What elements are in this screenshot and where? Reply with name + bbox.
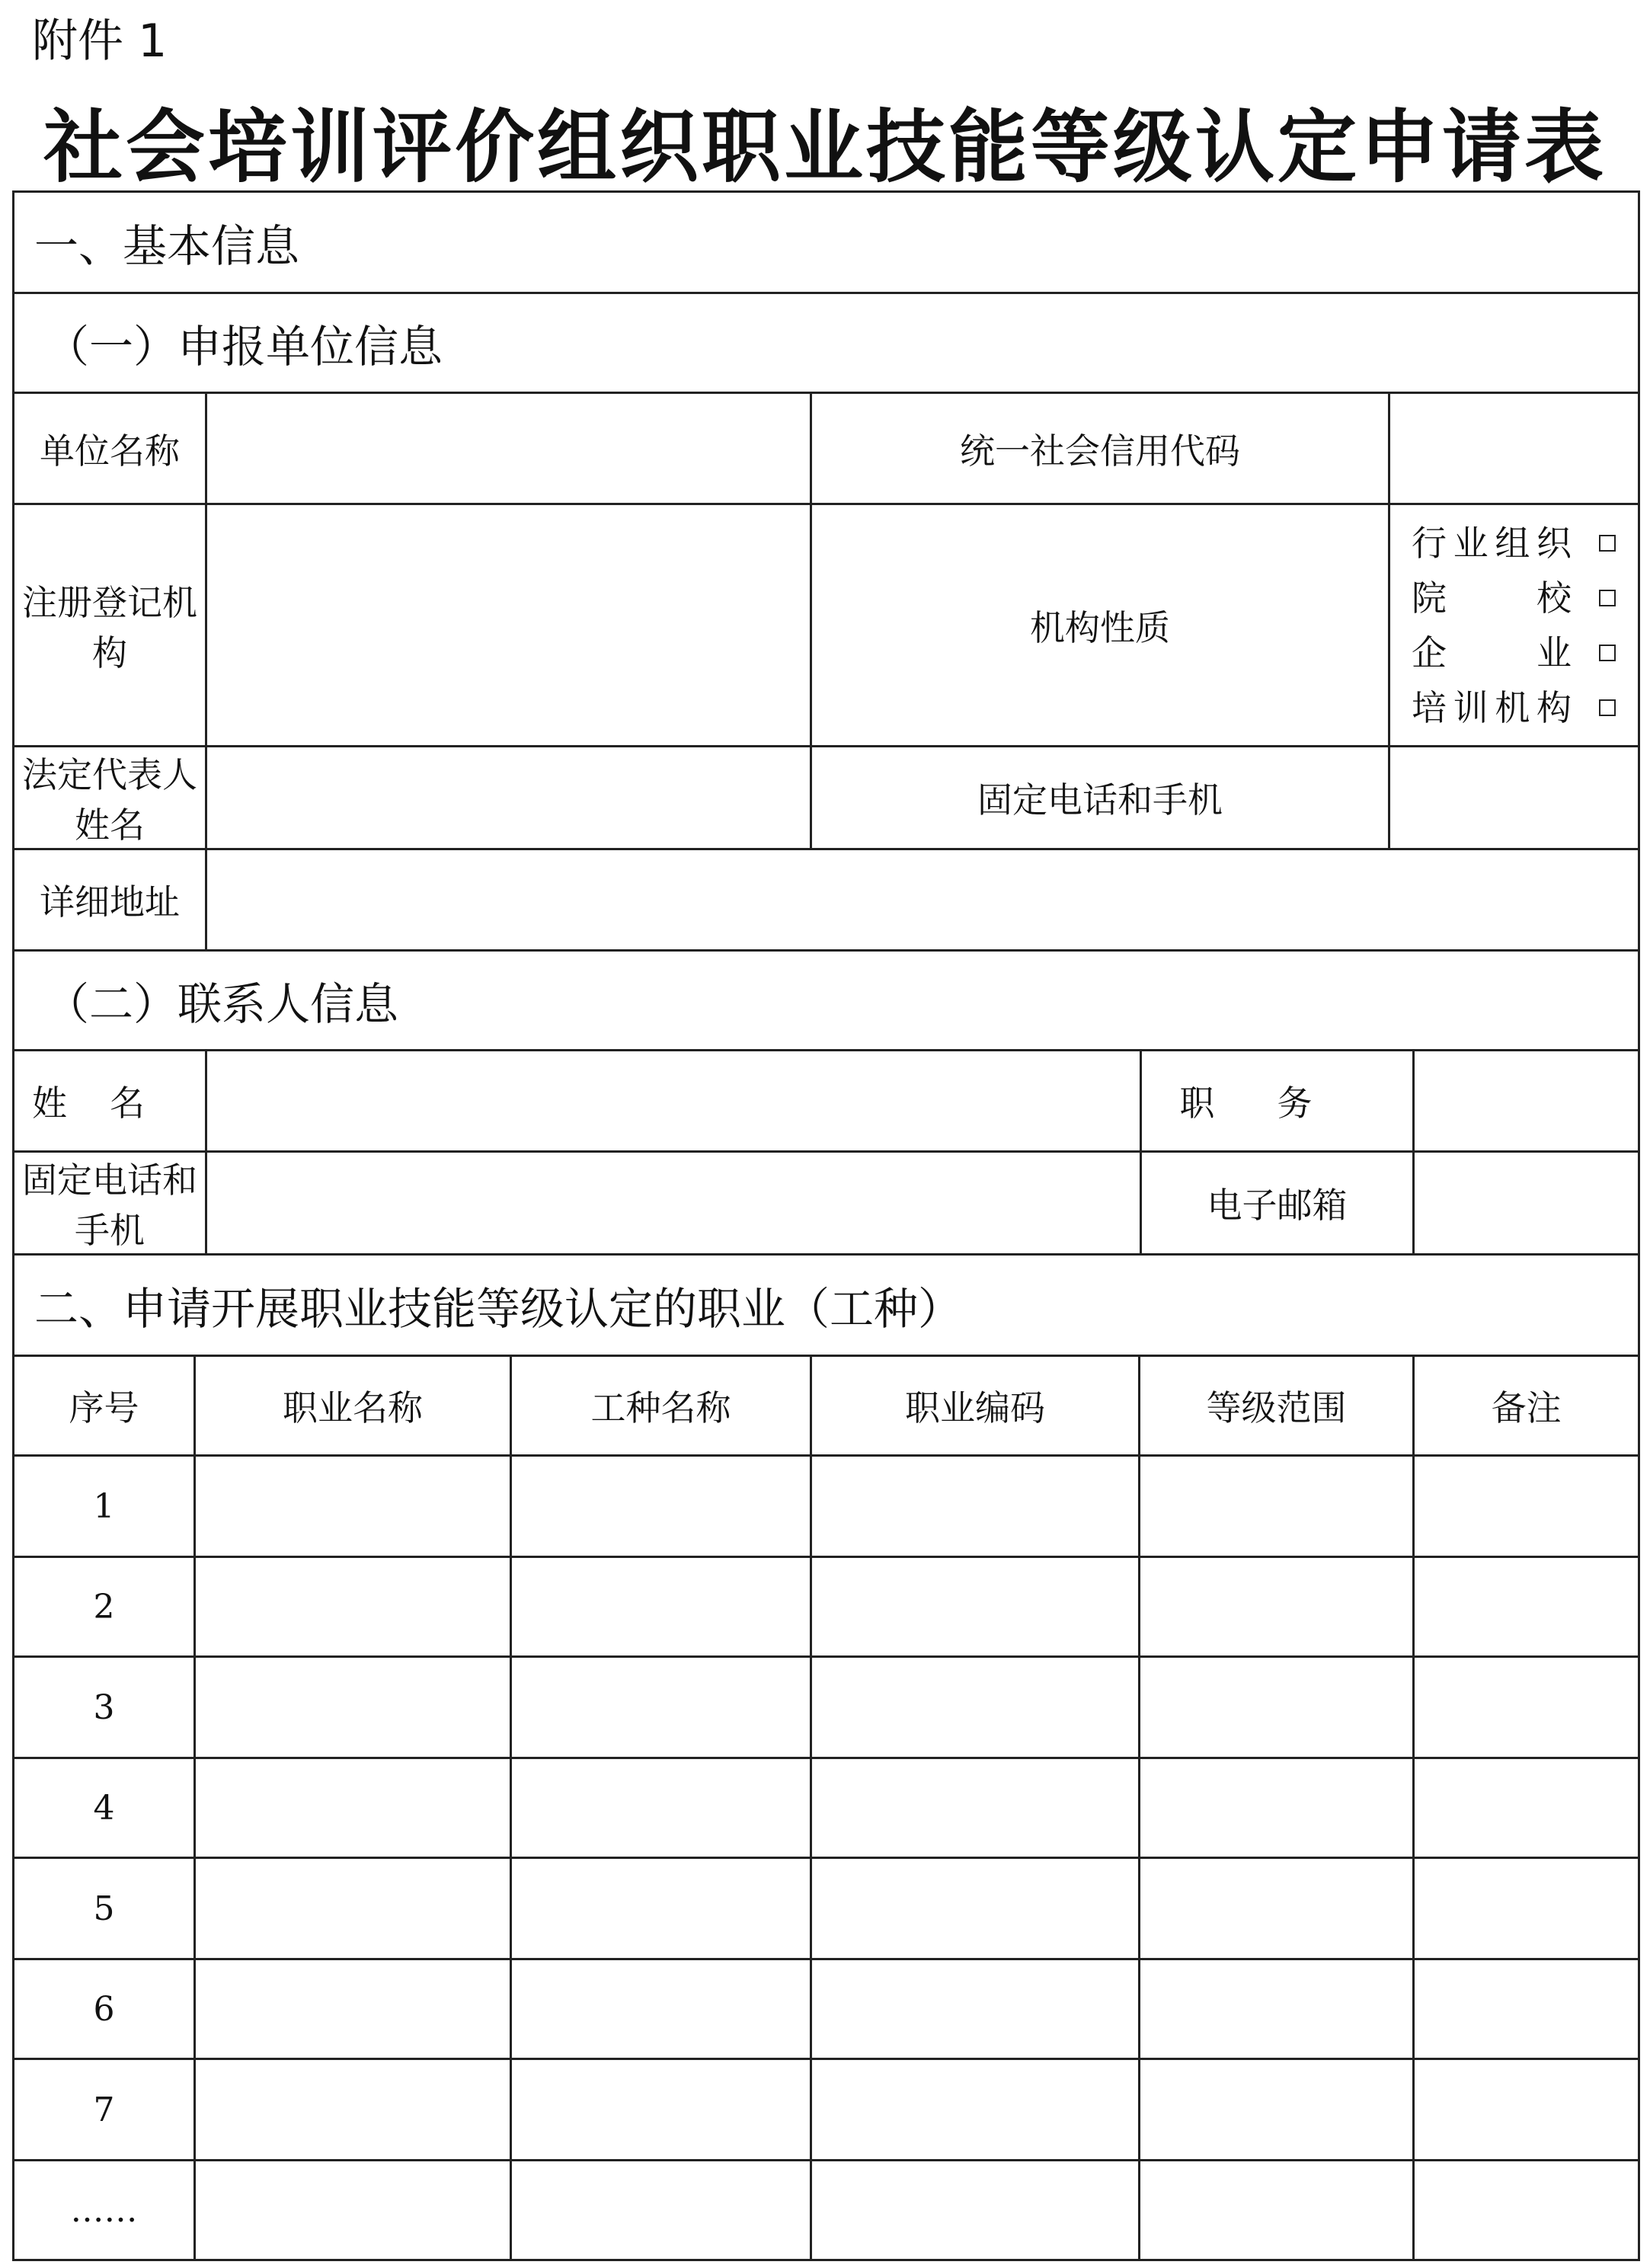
table-row bbox=[14, 1657, 1639, 1758]
contact-info-heading: （二）联系人信息 bbox=[14, 951, 1639, 1051]
occupation-name-cell[interactable] bbox=[195, 2059, 511, 2161]
remarks-cell[interactable] bbox=[1414, 1456, 1639, 1557]
table-row bbox=[14, 1959, 1639, 2059]
occupation-name-cell[interactable] bbox=[195, 1657, 511, 1758]
table-row bbox=[14, 1456, 1639, 1557]
level-range-cell[interactable] bbox=[1140, 2059, 1414, 2161]
job-type-cell[interactable] bbox=[511, 1557, 811, 1657]
table-row bbox=[14, 2059, 1639, 2161]
occupation-code-cell[interactable] bbox=[811, 1456, 1140, 1557]
job-type-cell[interactable] bbox=[511, 1758, 811, 1858]
occupation-code-cell[interactable] bbox=[811, 1858, 1140, 1959]
contact-name-label: 姓名 bbox=[14, 1051, 206, 1152]
occupation-code-cell[interactable] bbox=[811, 1758, 1140, 1858]
remarks-cell[interactable] bbox=[1414, 1657, 1639, 1758]
job-type-cell[interactable] bbox=[511, 2059, 811, 2161]
unit-name-field[interactable] bbox=[206, 393, 811, 504]
credit-code-field[interactable] bbox=[1389, 393, 1639, 504]
level-range-cell[interactable] bbox=[1140, 1557, 1414, 1657]
occupation-code-cell[interactable] bbox=[811, 1959, 1140, 2059]
table-row bbox=[14, 2161, 1639, 2260]
contact-position-label: 职务 bbox=[1141, 1051, 1414, 1152]
registration-authority-label: 注册登记机构 bbox=[14, 504, 206, 747]
table-row bbox=[14, 1758, 1639, 1858]
application-form bbox=[12, 190, 1640, 2261]
row-number: 1 bbox=[14, 1456, 195, 1557]
occupation-code-cell[interactable] bbox=[811, 2161, 1140, 2260]
level-range-cell[interactable] bbox=[1140, 1657, 1414, 1758]
row-number: 6 bbox=[14, 1959, 195, 2059]
col-header-level-range: 等级范围 bbox=[1140, 1356, 1414, 1456]
occupation-code-cell[interactable] bbox=[811, 1657, 1140, 1758]
job-type-cell[interactable] bbox=[511, 2161, 811, 2260]
contact-phone-label: 固定电话和手机 bbox=[14, 1152, 206, 1255]
section-occupation-heading: 二、申请开展职业技能等级认定的职业（工种） bbox=[14, 1255, 1639, 1356]
remarks-cell[interactable] bbox=[1414, 2059, 1639, 2161]
col-header-job-type: 工种名称 bbox=[511, 1356, 811, 1456]
remarks-cell[interactable] bbox=[1414, 1557, 1639, 1657]
contact-phone-field[interactable] bbox=[206, 1152, 1141, 1255]
address-label: 详细地址 bbox=[14, 849, 206, 951]
col-header-seq: 序号 bbox=[14, 1356, 195, 1456]
unit-info-heading: （一）申报单位信息 bbox=[14, 293, 1639, 393]
remarks-cell[interactable] bbox=[1414, 1758, 1639, 1858]
row-number: …… bbox=[14, 2161, 195, 2260]
occupation-name-cell[interactable] bbox=[195, 1858, 511, 1959]
level-range-cell[interactable] bbox=[1140, 1456, 1414, 1557]
job-type-cell[interactable] bbox=[511, 1858, 811, 1959]
col-header-remarks: 备注 bbox=[1414, 1356, 1639, 1456]
occupation-name-cell[interactable] bbox=[195, 1456, 511, 1557]
nature-option-label: 院 校 bbox=[1412, 577, 1572, 619]
nature-option-training[interactable] bbox=[1412, 680, 1638, 735]
table-row bbox=[14, 1557, 1639, 1657]
unit-phone-field[interactable] bbox=[1389, 747, 1639, 849]
remarks-cell[interactable] bbox=[1414, 2161, 1639, 2260]
nature-option-label: 企 业 bbox=[1412, 632, 1572, 673]
nature-option-industry[interactable] bbox=[1412, 516, 1638, 571]
checkbox-icon[interactable] bbox=[1599, 699, 1616, 716]
row-number: 3 bbox=[14, 1657, 195, 1758]
level-range-cell[interactable] bbox=[1140, 2161, 1414, 2260]
row-number: 5 bbox=[14, 1858, 195, 1959]
checkbox-icon[interactable] bbox=[1599, 645, 1616, 661]
checkbox-icon[interactable] bbox=[1599, 590, 1616, 606]
job-type-cell[interactable] bbox=[511, 1959, 811, 2059]
col-header-occupation-code: 职业编码 bbox=[811, 1356, 1140, 1456]
nature-option-school[interactable] bbox=[1412, 571, 1638, 625]
level-range-cell[interactable] bbox=[1140, 1959, 1414, 2059]
unit-phone-label: 固定电话和手机 bbox=[811, 747, 1389, 849]
row-number: 4 bbox=[14, 1758, 195, 1858]
occupation-name-cell[interactable] bbox=[195, 1758, 511, 1858]
occupation-code-cell[interactable] bbox=[811, 2059, 1140, 2161]
nature-option-label: 培训机构 bbox=[1412, 686, 1572, 728]
contact-email-field[interactable] bbox=[1414, 1152, 1639, 1255]
table-row bbox=[14, 1858, 1639, 1959]
section-basic-info-heading: 一、基本信息 bbox=[14, 192, 1639, 293]
contact-name-field[interactable] bbox=[206, 1051, 1141, 1152]
address-field[interactable] bbox=[206, 849, 1639, 951]
occupation-name-cell[interactable] bbox=[195, 1557, 511, 1657]
nature-option-label: 行业组织 bbox=[1412, 522, 1572, 564]
occupation-code-cell[interactable] bbox=[811, 1557, 1140, 1657]
organization-nature-options bbox=[1389, 504, 1639, 747]
checkbox-icon[interactable] bbox=[1599, 535, 1616, 552]
remarks-cell[interactable] bbox=[1414, 1959, 1639, 2059]
level-range-cell[interactable] bbox=[1140, 1758, 1414, 1858]
job-type-cell[interactable] bbox=[511, 1657, 811, 1758]
registration-authority-field[interactable] bbox=[206, 504, 811, 747]
credit-code-label: 统一社会信用代码 bbox=[811, 393, 1389, 504]
contact-email-label: 电子邮箱 bbox=[1141, 1152, 1414, 1255]
unit-name-label: 单位名称 bbox=[14, 393, 206, 504]
form-title: 社会培训评价组织职业技能等级认定申请表 bbox=[43, 101, 1607, 194]
nature-option-enterprise[interactable] bbox=[1412, 625, 1638, 680]
row-number: 2 bbox=[14, 1557, 195, 1657]
remarks-cell[interactable] bbox=[1414, 1858, 1639, 1959]
job-type-cell[interactable] bbox=[511, 1456, 811, 1557]
col-header-occupation-name: 职业名称 bbox=[195, 1356, 511, 1456]
occupation-name-cell[interactable] bbox=[195, 1959, 511, 2059]
organization-nature-label: 机构性质 bbox=[811, 504, 1389, 747]
attachment-label: 附件 1 bbox=[32, 14, 168, 68]
legal-representative-field[interactable] bbox=[206, 747, 811, 849]
level-range-cell[interactable] bbox=[1140, 1858, 1414, 1959]
occupation-name-cell[interactable] bbox=[195, 2161, 511, 2260]
contact-position-field[interactable] bbox=[1414, 1051, 1639, 1152]
legal-representative-label: 法定代表人姓名 bbox=[14, 747, 206, 849]
row-number: 7 bbox=[14, 2059, 195, 2161]
